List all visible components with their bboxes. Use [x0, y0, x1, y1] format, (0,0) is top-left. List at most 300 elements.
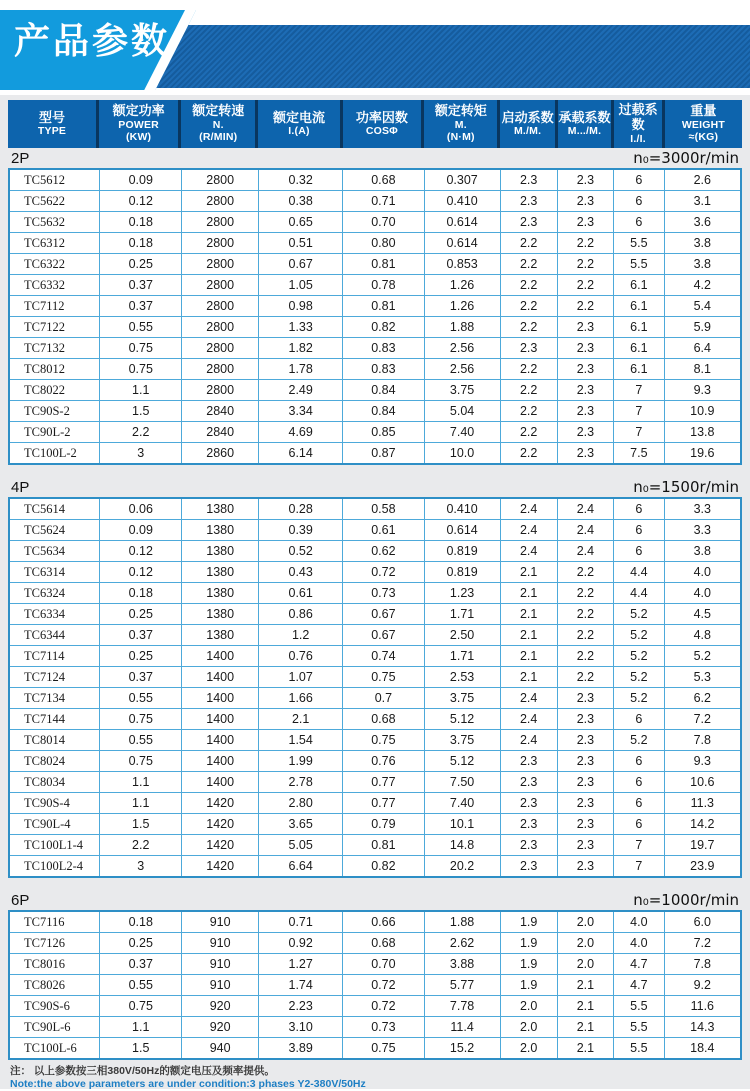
value-cell: 5.05 [259, 835, 343, 856]
value-cell: 2.2 [557, 604, 613, 625]
value-cell: 2.3 [500, 191, 557, 212]
value-cell: 2.3 [557, 338, 613, 359]
type-cell: TC7132 [9, 338, 100, 359]
type-cell: TC100L-6 [9, 1038, 100, 1060]
value-cell: 1400 [182, 730, 259, 751]
value-cell: 0.55 [100, 317, 182, 338]
type-cell: TC7116 [9, 911, 100, 933]
value-cell: 9.3 [664, 380, 741, 401]
value-cell: 1.23 [424, 583, 500, 604]
spec-row [9, 975, 741, 996]
value-cell: 0.98 [259, 296, 343, 317]
value-cell: 2.3 [557, 688, 613, 709]
value-cell: 2.3 [557, 772, 613, 793]
value-cell: 0.68 [343, 933, 424, 954]
value-cell: 2.0 [557, 954, 613, 975]
value-cell: 10.1 [424, 814, 500, 835]
section-label: 6P [11, 891, 30, 909]
type-cell: TC90L-4 [9, 814, 100, 835]
value-cell: 19.6 [664, 443, 741, 465]
value-cell: 2.3 [557, 212, 613, 233]
spec-row [9, 296, 741, 317]
value-cell: 2.3 [557, 814, 613, 835]
value-cell: 1400 [182, 772, 259, 793]
column-header-3 [258, 100, 342, 148]
spec-row [9, 562, 741, 583]
column-header-line: 额定电流 [272, 109, 325, 125]
value-cell: 0.87 [343, 443, 424, 465]
value-cell: 0.70 [343, 212, 424, 233]
value-cell: 2.3 [557, 380, 613, 401]
value-cell: 5.9 [664, 317, 741, 338]
value-cell: 4.2 [664, 275, 741, 296]
column-header-line: ≈(KG) [688, 131, 719, 144]
spec-row [9, 835, 741, 856]
value-cell: 0.55 [100, 688, 182, 709]
value-cell: 0.84 [343, 401, 424, 422]
spec-row [9, 1038, 741, 1060]
value-cell: 2.3 [557, 751, 613, 772]
value-cell: 2.3 [557, 191, 613, 212]
spec-row [9, 338, 741, 359]
value-cell: 0.12 [100, 541, 182, 562]
value-cell: 0.853 [424, 254, 500, 275]
value-cell: 0.39 [259, 520, 343, 541]
value-cell: 1380 [182, 541, 259, 562]
value-cell: 11.3 [664, 793, 741, 814]
value-cell: 5.5 [614, 254, 665, 275]
value-cell: 1.5 [100, 401, 182, 422]
value-cell: 18.4 [664, 1038, 741, 1060]
value-cell: 1.27 [259, 954, 343, 975]
page-banner [0, 0, 750, 95]
value-cell: 2.1 [557, 975, 613, 996]
value-cell: 1.66 [259, 688, 343, 709]
spec-row [9, 191, 741, 212]
value-cell: 920 [182, 996, 259, 1017]
value-cell: 0.70 [343, 954, 424, 975]
value-cell: 2.2 [500, 275, 557, 296]
value-cell: 0.85 [343, 422, 424, 443]
value-cell: 2.3 [557, 793, 613, 814]
value-cell: 6 [614, 520, 665, 541]
value-cell: 1.07 [259, 667, 343, 688]
value-cell: 910 [182, 933, 259, 954]
value-cell: 0.74 [343, 646, 424, 667]
type-cell: TC6324 [9, 583, 100, 604]
value-cell: 0.72 [343, 975, 424, 996]
value-cell: 0.72 [343, 996, 424, 1017]
spec-row [9, 541, 741, 562]
value-cell: 0.75 [343, 1038, 424, 1060]
column-header-line: (N·M) [446, 131, 475, 144]
value-cell: 1.74 [259, 975, 343, 996]
column-header-line: 启动系数 [501, 109, 554, 125]
value-cell: 1380 [182, 562, 259, 583]
value-cell: 0.307 [424, 169, 500, 191]
value-cell: 2.4 [557, 498, 613, 520]
value-cell: 1400 [182, 709, 259, 730]
type-cell: TC6344 [9, 625, 100, 646]
value-cell: 2.2 [500, 401, 557, 422]
value-cell: 4.4 [614, 562, 665, 583]
value-cell: 3.6 [664, 212, 741, 233]
value-cell: 2.53 [424, 667, 500, 688]
type-cell: TC8034 [9, 772, 100, 793]
type-cell: TC6314 [9, 562, 100, 583]
value-cell: 2.2 [557, 646, 613, 667]
value-cell: 15.2 [424, 1038, 500, 1060]
value-cell: 3.8 [664, 233, 741, 254]
value-cell: 3.8 [664, 254, 741, 275]
value-cell: 6 [614, 191, 665, 212]
value-cell: 2.62 [424, 933, 500, 954]
value-cell: 1.5 [100, 1038, 182, 1060]
value-cell: 0.82 [343, 856, 424, 878]
value-cell: 0.37 [100, 625, 182, 646]
value-cell: 5.2 [614, 625, 665, 646]
type-cell: TC8026 [9, 975, 100, 996]
column-header-line: 额定转速 [192, 103, 245, 119]
column-header-5 [424, 100, 500, 148]
value-cell: 0.18 [100, 911, 182, 933]
value-cell: 940 [182, 1038, 259, 1060]
column-header-line: I.(A) [288, 125, 310, 138]
spec-row [9, 275, 741, 296]
value-cell: 2.2 [100, 835, 182, 856]
value-cell: 5.5 [614, 233, 665, 254]
column-header-7 [558, 100, 615, 148]
type-cell: TC7134 [9, 688, 100, 709]
value-cell: 0.06 [100, 498, 182, 520]
value-cell: 0.55 [100, 730, 182, 751]
footnote-chinese: 注： 以上参数按三相380V/50Hz的额定电压及频率提供。 [10, 1065, 275, 1077]
type-cell: TC5612 [9, 169, 100, 191]
value-cell: 1.1 [100, 1017, 182, 1038]
value-cell: 6 [614, 212, 665, 233]
type-cell: TC5622 [9, 191, 100, 212]
spec-row [9, 212, 741, 233]
value-cell: 2.80 [259, 793, 343, 814]
value-cell: 2800 [182, 296, 259, 317]
spec-row [9, 933, 741, 954]
type-cell: TC90S-4 [9, 793, 100, 814]
value-cell: 0.76 [259, 646, 343, 667]
spec-row [9, 625, 741, 646]
value-cell: 2.4 [500, 709, 557, 730]
value-cell: 0.25 [100, 933, 182, 954]
value-cell: 0.73 [343, 583, 424, 604]
value-cell: 2.3 [500, 338, 557, 359]
value-cell: 0.86 [259, 604, 343, 625]
column-header-line: 重量 [690, 103, 717, 119]
spec-row [9, 814, 741, 835]
column-header-4 [343, 100, 424, 148]
spec-row [9, 359, 741, 380]
type-cell: TC7144 [9, 709, 100, 730]
value-cell: 1420 [182, 856, 259, 878]
value-cell: 5.2 [614, 667, 665, 688]
value-cell: 2800 [182, 212, 259, 233]
value-cell: 2.3 [557, 317, 613, 338]
type-cell: TC8014 [9, 730, 100, 751]
column-header-8 [614, 100, 665, 148]
value-cell: 0.81 [343, 296, 424, 317]
value-cell: 0.7 [343, 688, 424, 709]
value-cell: 2.56 [424, 359, 500, 380]
value-cell: 2.4 [500, 730, 557, 751]
value-cell: 6 [614, 793, 665, 814]
value-cell: 2.3 [500, 169, 557, 191]
spec-row [9, 498, 741, 520]
value-cell: 2.2 [557, 562, 613, 583]
type-cell: TC5634 [9, 541, 100, 562]
value-cell: 1.54 [259, 730, 343, 751]
value-cell: 3.3 [664, 498, 741, 520]
value-cell: 5.2 [664, 646, 741, 667]
value-cell: 2.2 [557, 296, 613, 317]
value-cell: 7 [614, 835, 665, 856]
column-header-line: 额定功率 [112, 103, 165, 119]
value-cell: 2.3 [557, 359, 613, 380]
section-synchronous-speed: n₀=1500r/min [633, 478, 739, 496]
value-cell: 4.69 [259, 422, 343, 443]
value-cell: 1420 [182, 793, 259, 814]
type-cell: TC8022 [9, 380, 100, 401]
value-cell: 2.2 [500, 254, 557, 275]
value-cell: 7.78 [424, 996, 500, 1017]
value-cell: 2.3 [500, 793, 557, 814]
value-cell: 3 [100, 856, 182, 878]
value-cell: 0.61 [259, 583, 343, 604]
value-cell: 0.75 [100, 996, 182, 1017]
value-cell: 1.9 [500, 975, 557, 996]
value-cell: 14.8 [424, 835, 500, 856]
type-cell: TC7126 [9, 933, 100, 954]
value-cell: 0.75 [343, 730, 424, 751]
spec-row [9, 667, 741, 688]
value-cell: 11.4 [424, 1017, 500, 1038]
value-cell: 5.04 [424, 401, 500, 422]
value-cell: 2800 [182, 254, 259, 275]
section-label: 4P [11, 478, 30, 496]
value-cell: 0.43 [259, 562, 343, 583]
value-cell: 2.50 [424, 625, 500, 646]
value-cell: 0.77 [343, 793, 424, 814]
value-cell: 2.78 [259, 772, 343, 793]
value-cell: 2.3 [500, 772, 557, 793]
value-cell: 0.82 [343, 317, 424, 338]
value-cell: 2.1 [557, 1017, 613, 1038]
type-cell: TC7124 [9, 667, 100, 688]
value-cell: 6 [614, 814, 665, 835]
value-cell: 5.77 [424, 975, 500, 996]
value-cell: 4.7 [614, 954, 665, 975]
value-cell: 920 [182, 1017, 259, 1038]
column-header-line: 功率因数 [355, 109, 408, 125]
value-cell: 1.1 [100, 793, 182, 814]
value-cell: 2.49 [259, 380, 343, 401]
value-cell: 2.1 [500, 583, 557, 604]
value-cell: 0.77 [343, 772, 424, 793]
value-cell: 2.1 [500, 562, 557, 583]
spec-table-6P [8, 910, 742, 1060]
value-cell: 23.9 [664, 856, 741, 878]
value-cell: 0.38 [259, 191, 343, 212]
value-cell: 2.2 [500, 380, 557, 401]
value-cell: 2800 [182, 338, 259, 359]
spec-row [9, 583, 741, 604]
value-cell: 2.3 [500, 814, 557, 835]
value-cell: 5.2 [614, 646, 665, 667]
value-cell: 2.2 [500, 233, 557, 254]
value-cell: 2.1 [500, 646, 557, 667]
type-cell: TC90S-6 [9, 996, 100, 1017]
section-header-4P [8, 477, 742, 497]
column-header-0 [8, 100, 99, 148]
value-cell: 2.1 [557, 1038, 613, 1060]
type-cell: TC8024 [9, 751, 100, 772]
value-cell: 2.3 [557, 443, 613, 465]
value-cell: 0.65 [259, 212, 343, 233]
value-cell: 5.12 [424, 751, 500, 772]
value-cell: 7 [614, 422, 665, 443]
value-cell: 910 [182, 975, 259, 996]
value-cell: 0.75 [100, 709, 182, 730]
value-cell: 0.28 [259, 498, 343, 520]
value-cell: 0.83 [343, 338, 424, 359]
banner-striped-band [150, 25, 750, 88]
value-cell: 20.2 [424, 856, 500, 878]
value-cell: 6.14 [259, 443, 343, 465]
value-cell: 3.10 [259, 1017, 343, 1038]
value-cell: 5.3 [664, 667, 741, 688]
value-cell: 0.37 [100, 275, 182, 296]
spec-table-sections [8, 148, 742, 1060]
value-cell: 2800 [182, 275, 259, 296]
value-cell: 3.3 [664, 520, 741, 541]
column-header-line: 过载系数 [618, 102, 658, 132]
value-cell: 0.614 [424, 233, 500, 254]
value-cell: 0.80 [343, 233, 424, 254]
column-header-line: TYPE [37, 125, 67, 138]
value-cell: 5.2 [614, 604, 665, 625]
value-cell: 2.2 [500, 422, 557, 443]
value-cell: 5.5 [614, 996, 665, 1017]
value-cell: 3.8 [664, 541, 741, 562]
value-cell: 2.1 [500, 667, 557, 688]
value-cell: 0.67 [259, 254, 343, 275]
value-cell: 6 [614, 498, 665, 520]
value-cell: 7 [614, 380, 665, 401]
spec-table-4P [8, 497, 742, 878]
type-cell: TC100L2-4 [9, 856, 100, 878]
value-cell: 2.4 [557, 520, 613, 541]
value-cell: 1380 [182, 498, 259, 520]
value-cell: 6.0 [664, 911, 741, 933]
value-cell: 1380 [182, 625, 259, 646]
value-cell: 2.3 [500, 212, 557, 233]
value-cell: 3.75 [424, 730, 500, 751]
value-cell: 5.2 [614, 688, 665, 709]
value-cell: 6.1 [614, 275, 665, 296]
value-cell: 2.3 [500, 856, 557, 878]
value-cell: 4.0 [664, 583, 741, 604]
column-header-line: (KW) [125, 131, 152, 144]
value-cell: 1.9 [500, 933, 557, 954]
value-cell: 2.0 [500, 1017, 557, 1038]
value-cell: 0.58 [343, 498, 424, 520]
value-cell: 1380 [182, 583, 259, 604]
spec-row [9, 954, 741, 975]
value-cell: 6 [614, 751, 665, 772]
value-cell: 2.3 [500, 835, 557, 856]
value-cell: 2.1 [259, 709, 343, 730]
value-cell: 2.23 [259, 996, 343, 1017]
value-cell: 6.1 [614, 296, 665, 317]
value-cell: 5.4 [664, 296, 741, 317]
type-cell: TC5624 [9, 520, 100, 541]
value-cell: 0.79 [343, 814, 424, 835]
value-cell: 5.5 [614, 1017, 665, 1038]
value-cell: 3.88 [424, 954, 500, 975]
value-cell: 0.83 [343, 359, 424, 380]
column-header-9 [665, 100, 742, 148]
value-cell: 1.26 [424, 275, 500, 296]
value-cell: 2.3 [557, 169, 613, 191]
value-cell: 1.82 [259, 338, 343, 359]
value-cell: 2.6 [664, 169, 741, 191]
value-cell: 2.3 [557, 422, 613, 443]
type-cell: TC6312 [9, 233, 100, 254]
value-cell: 2.3 [500, 751, 557, 772]
value-cell: 3.1 [664, 191, 741, 212]
value-cell: 0.12 [100, 562, 182, 583]
value-cell: 8.1 [664, 359, 741, 380]
value-cell: 0.37 [100, 954, 182, 975]
value-cell: 2800 [182, 317, 259, 338]
spec-row [9, 169, 741, 191]
spec-row [9, 772, 741, 793]
value-cell: 10.6 [664, 772, 741, 793]
spec-row [9, 688, 741, 709]
value-cell: 2.3 [557, 856, 613, 878]
type-cell: TC5614 [9, 498, 100, 520]
column-header-line: M.../M. [567, 125, 602, 138]
spec-row [9, 996, 741, 1017]
value-cell: 2.4 [500, 498, 557, 520]
type-cell: TC6332 [9, 275, 100, 296]
spec-row [9, 401, 741, 422]
value-cell: 0.75 [100, 359, 182, 380]
value-cell: 10.0 [424, 443, 500, 465]
value-cell: 0.12 [100, 191, 182, 212]
value-cell: 3.34 [259, 401, 343, 422]
value-cell: 0.819 [424, 562, 500, 583]
value-cell: 910 [182, 911, 259, 933]
value-cell: 0.62 [343, 541, 424, 562]
value-cell: 0.37 [100, 667, 182, 688]
value-cell: 3.75 [424, 688, 500, 709]
spec-row [9, 709, 741, 730]
value-cell: 4.7 [614, 975, 665, 996]
value-cell: 2.3 [557, 835, 613, 856]
value-cell: 6 [614, 709, 665, 730]
value-cell: 0.52 [259, 541, 343, 562]
value-cell: 0.819 [424, 541, 500, 562]
value-cell: 2840 [182, 422, 259, 443]
value-cell: 11.6 [664, 996, 741, 1017]
